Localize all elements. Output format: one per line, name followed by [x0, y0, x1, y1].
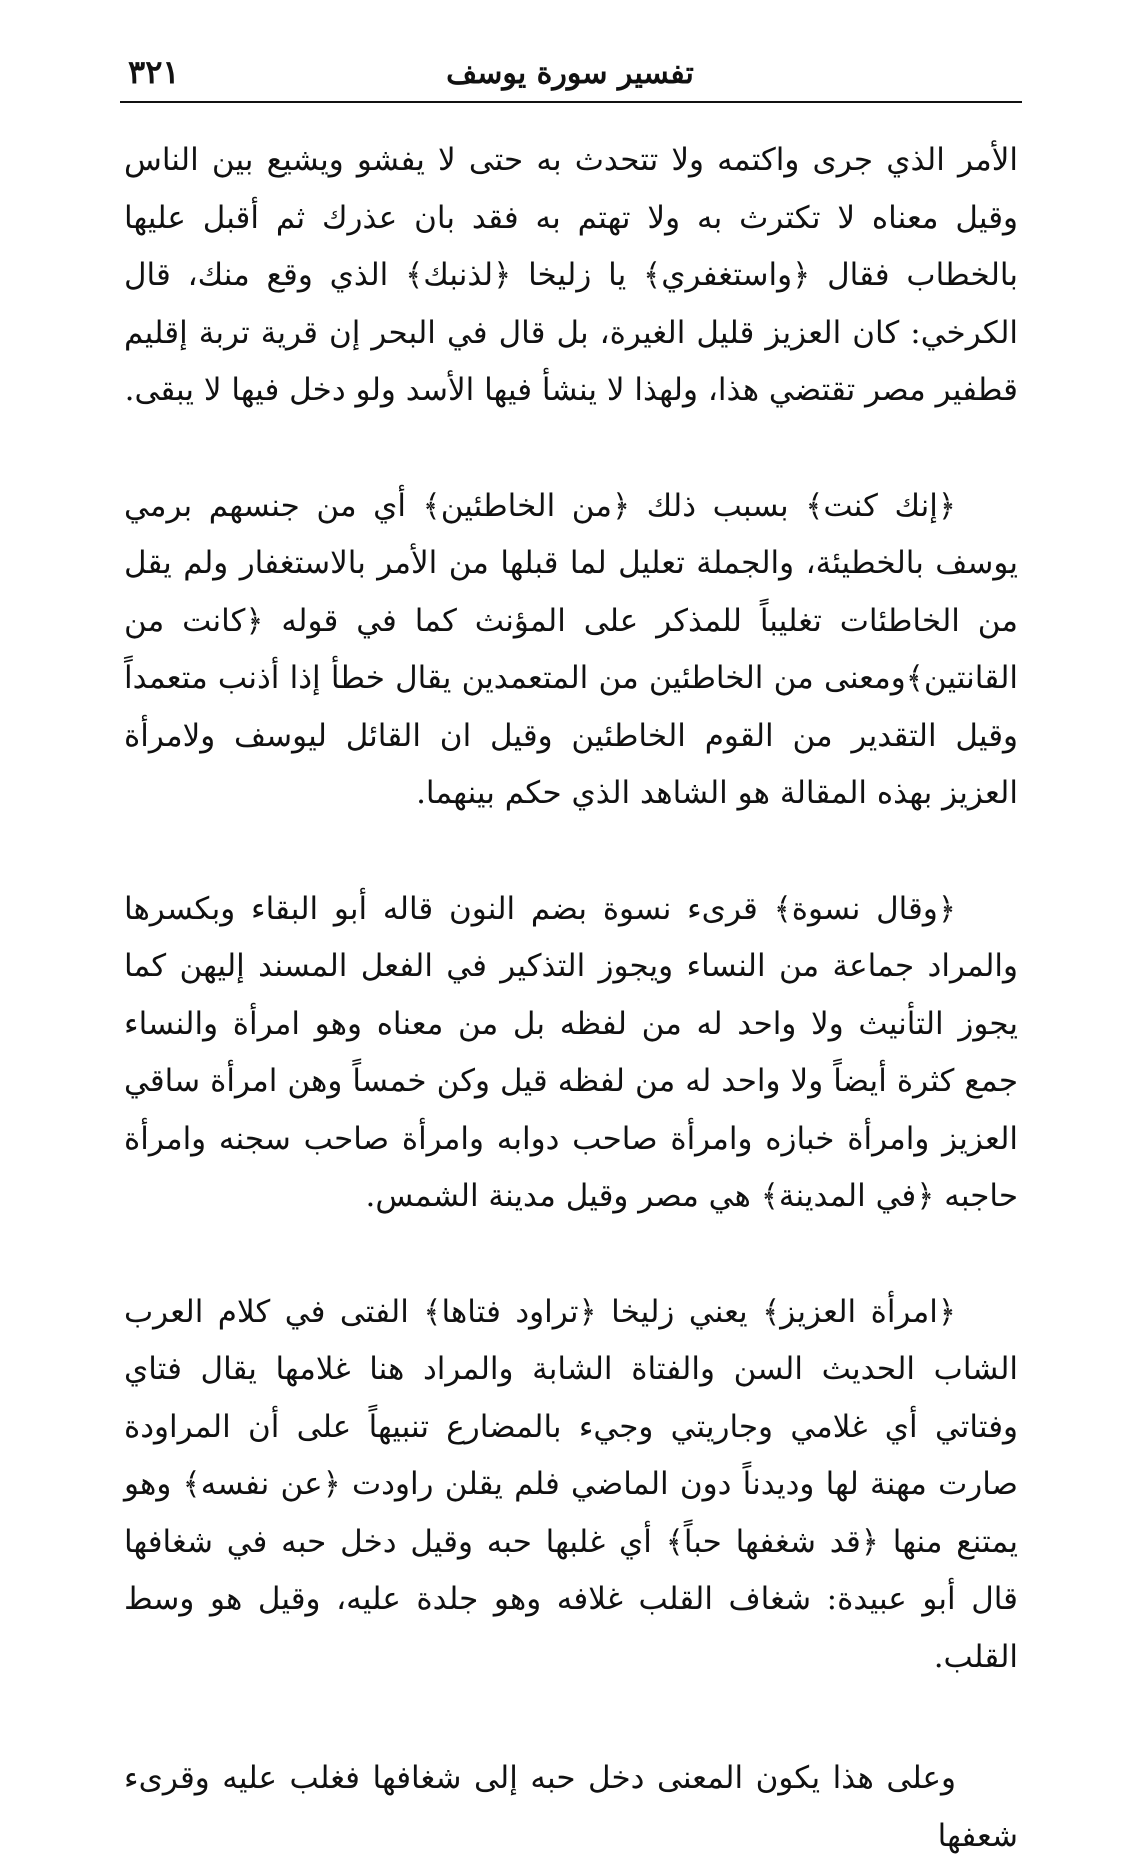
paragraph-1: الأمر الذي جرى واكتمه ولا تتحدث به حتى لا يفشو ويشيع بين الناس وقيل معناه لا تكترث به ولا تهتم به فقد بان عذرك ثم أقبل عليها بالخطاب فقال ﴿واستغفري﴾ يا زليخا ﴿لذنبك﴾ الذي وقع منك، قال الكرخي: كان العزيز قليل الغيرة، بل قال في البحر إن قرية تربة إقليم قطفير مصر تقتضي هذا، ولهذا لا ينشأ فيها الأسد ولو دخل فيها لا يبقى. — [124, 142, 1018, 408]
paragraph-2: ﴿إنك كنت﴾ بسبب ذلك ﴿من الخاطئين﴾ أي من جنسهم برمي يوسف بالخطيئة، والجملة تعليل لما قبلها من الأمر بالاستغفار ولم يقل من الخاطئات تغليباً للمذكر على المؤنث كما في قوله ﴿كانت من القانتين﴾ومعنى من الخاطئين من المتعمدين يقال خطأ إذا أذنب متعمداً وقيل التقدير من القوم الخاطئين وقيل ان القائل ليوسف ولامرأة العزيز بهذه المقالة هو الشاهد الذي حكم بينهما. — [124, 487, 1018, 811]
paragraph-4: ﴿امرأة العزيز﴾ يعني زليخا ﴿تراود فتاها﴾ الفتى في كلام العرب الشاب الحديث السن والفتاة الشابة والمراد هنا غلامها يقال فتاي وفتاتي أي غلامي وجاريتي وجيء بالمضارع تنبيهاً على أن المراودة صارت مهنة لها وديدناً دون الماضي فلم يقلن راودت ﴿عن نفسه﴾ وهو يمتنع منها ﴿قد شغفها حباً﴾ أي غلبها حبه وقيل دخل حبه في شغافها قال أبو عبيدة: شغاف القلب غلافه وهو جلدة عليه، وقيل هو وسط القلب. — [124, 1293, 1018, 1675]
body-text — [124, 132, 1018, 1865]
header-title: تفسير سورة يوسف — [446, 56, 694, 91]
header-rule — [120, 101, 1022, 103]
running-header — [120, 48, 1020, 102]
page-number: ٣٢١ — [128, 53, 180, 91]
paragraph-5: وعلى هذا يكون المعنى دخل حبه إلى شغافها فغلب عليه وقرىء شعفها — [124, 1760, 1018, 1854]
paragraph-3: ﴿وقال نسوة﴾ قرىء نسوة بضم النون قاله أبو البقاء وبكسرها والمراد جماعة من النساء ويجوز التذكير في الفعل المسند إليهن كما يجوز التأنيث ولا واحد له من لفظه بل من معناه وهو امرأة والنساء جمع كثرة أيضاً ولا واحد له من لفظه قيل وكن خمساً وهن امرأة ساقي العزيز وامرأة خبازه وامرأة صاحب دوابه وامرأة صاحب سجنه وامرأة حاجبه ﴿في المدينة﴾ هي مصر وقيل مدينة الشمس. — [124, 890, 1018, 1214]
